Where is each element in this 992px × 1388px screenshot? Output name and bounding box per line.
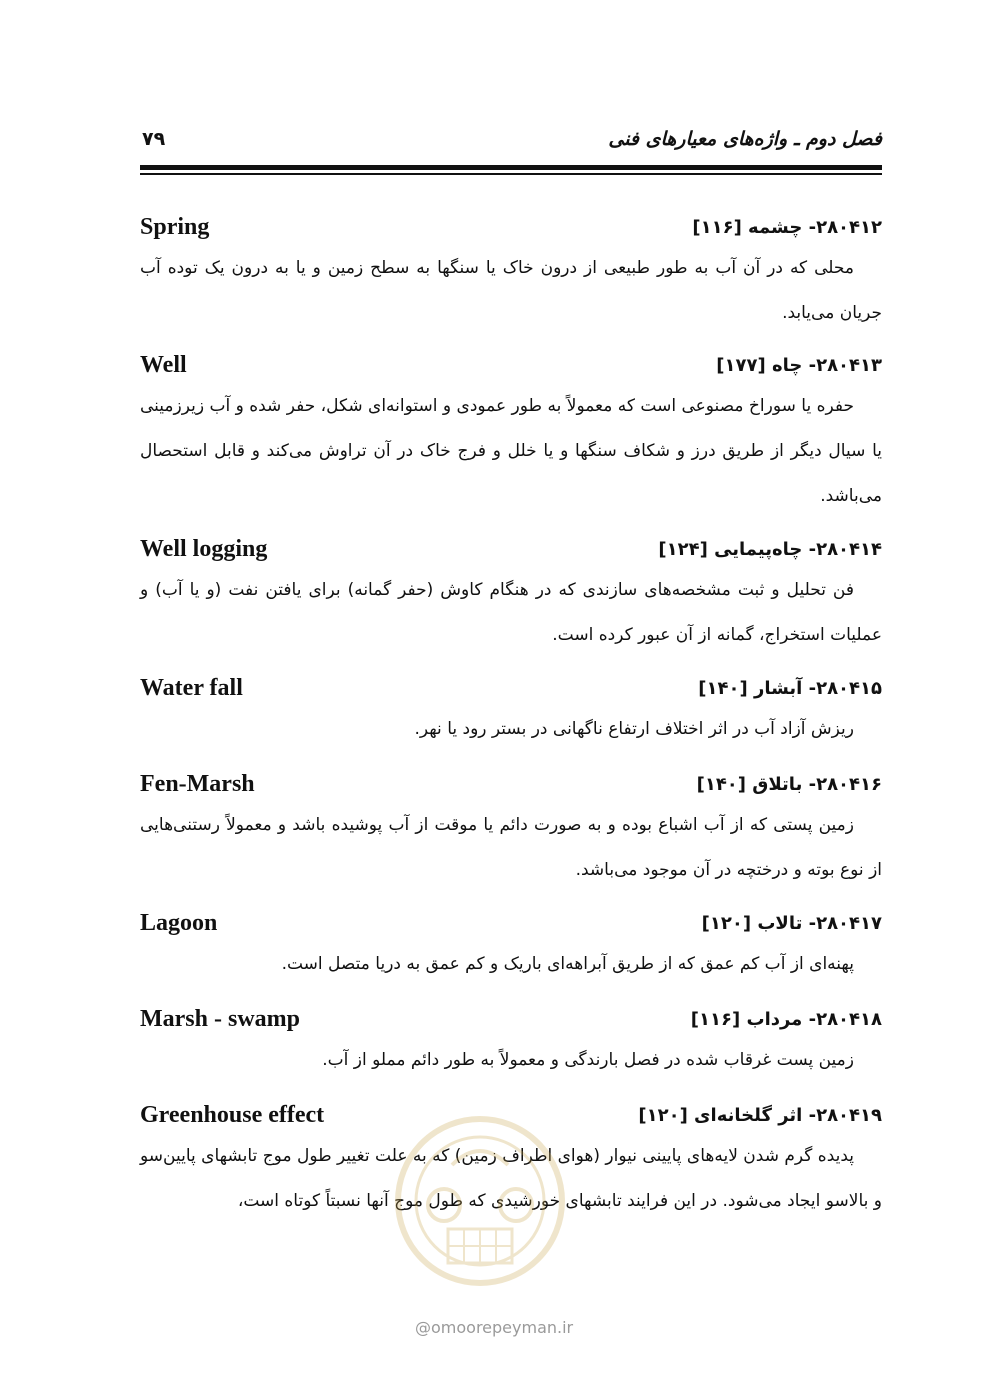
english-term: Water fall — [140, 674, 243, 701]
watermark-url: @omoorepeyman.ir — [415, 1318, 574, 1337]
persian-term: ۲۸۰۴۱۶- باتلاق [۱۴۰] — [696, 773, 882, 795]
chapter-title: فصل دوم ـ واژه‌های معیارهای فنی — [608, 128, 882, 150]
english-term: Marsh - swamp — [140, 1005, 300, 1032]
header-rule-thick — [140, 165, 882, 170]
glossary-entry-well — [140, 348, 882, 519]
header-rule-thin — [140, 173, 882, 175]
definition: ریزش آزاد آب در اثر اختلاف ارتفاع ناگهانی در بستر رود یا نهر. — [414, 719, 854, 739]
definition: زمین پست غرقاب شده در فصل بارندگی و معمولاً به طور دائم مملو از آب. — [322, 1050, 854, 1070]
persian-term: ۲۸۰۴۱۹- اثر گلخانه‌ای [۱۲۰] — [638, 1104, 882, 1126]
glossary-entry-water-fall — [140, 671, 882, 752]
persian-term: ۲۸۰۴۱۵- آبشار [۱۴۰] — [698, 677, 882, 699]
persian-term: ۲۸۰۴۱۸- مرداب [۱۱۶] — [690, 1008, 882, 1030]
glossary-entry-spring — [140, 210, 882, 336]
persian-term: ۲۸۰۴۱۷- تالاب [۱۲۰] — [701, 912, 882, 934]
english-term: Fen-Marsh — [140, 770, 255, 797]
english-term: Lagoon — [140, 909, 218, 936]
definition: محلی که در آن آب به طور طبیعی از درون خاک یا سنگها به سطح زمین و یا به درون یک توده آب جریان می‌یابد. — [140, 258, 882, 323]
english-term: Well — [140, 351, 187, 378]
definition: زمین پستی که از آب اشباع بوده و به صورت دائم یا موقت از آب پوشیده باشد و معمولاً رستنی‌هایی از نوع بوته و درختچه در آن موجود می‌باشد. — [140, 815, 882, 880]
glossary-entry-well-logging — [140, 532, 882, 658]
english-term: Spring — [140, 213, 210, 240]
english-term: Greenhouse effect — [140, 1101, 325, 1128]
watermark-logo-icon — [392, 1113, 568, 1289]
persian-term: ۲۸۰۴۱۴- چاه‌پیمایی [۱۲۴] — [658, 538, 882, 560]
glossary-entry-fen-marsh — [140, 767, 882, 893]
glossary-entry-marsh-swamp — [140, 1002, 882, 1083]
definition: پهنه‌ای از آب کم عمق که از طریق آبراهه‌ای باریک و کم عمق به دریا متصل است. — [281, 954, 854, 974]
english-term: Well logging — [140, 535, 268, 562]
persian-term: ۲۸۰۴۱۳- چاه [۱۷۷] — [716, 354, 882, 376]
glossary-entry-lagoon — [140, 906, 882, 987]
page-number: ۷۹ — [142, 128, 166, 150]
definition: پدیده گرم شدن لایه‌های پایینی نیوار (هوای اطراف زمین) که به علت تغییر طول موج تابشهای پایین‌سو و بالاسو ایجاد می‌شود. در این فرایند تابشهای خورشیدی که طول موج آنها نسبتاً کوتاه است، — [140, 1146, 882, 1211]
definition: فن تحلیل و ثبت مشخصه‌های سازندی که در هنگام کاوش (حفر گمانه) برای یافتن نفت (و یا آب) و عملیات استخراج، گمانه از آن عبور کرده است. — [140, 580, 882, 645]
definition: حفره یا سوراخ مصنوعی است که معمولاً به طور عمودی و استوانه‌ای شکل، حفر شده و آب زیرزمینی یا سیال دیگر از طریق درز و شکاف سنگها و یا خلل و فرج خاک در آن تراوش می‌کند و قابل استحصال می‌باشد. — [140, 396, 882, 506]
persian-term: ۲۸۰۴۱۲- چشمه [۱۱۶] — [692, 216, 882, 238]
